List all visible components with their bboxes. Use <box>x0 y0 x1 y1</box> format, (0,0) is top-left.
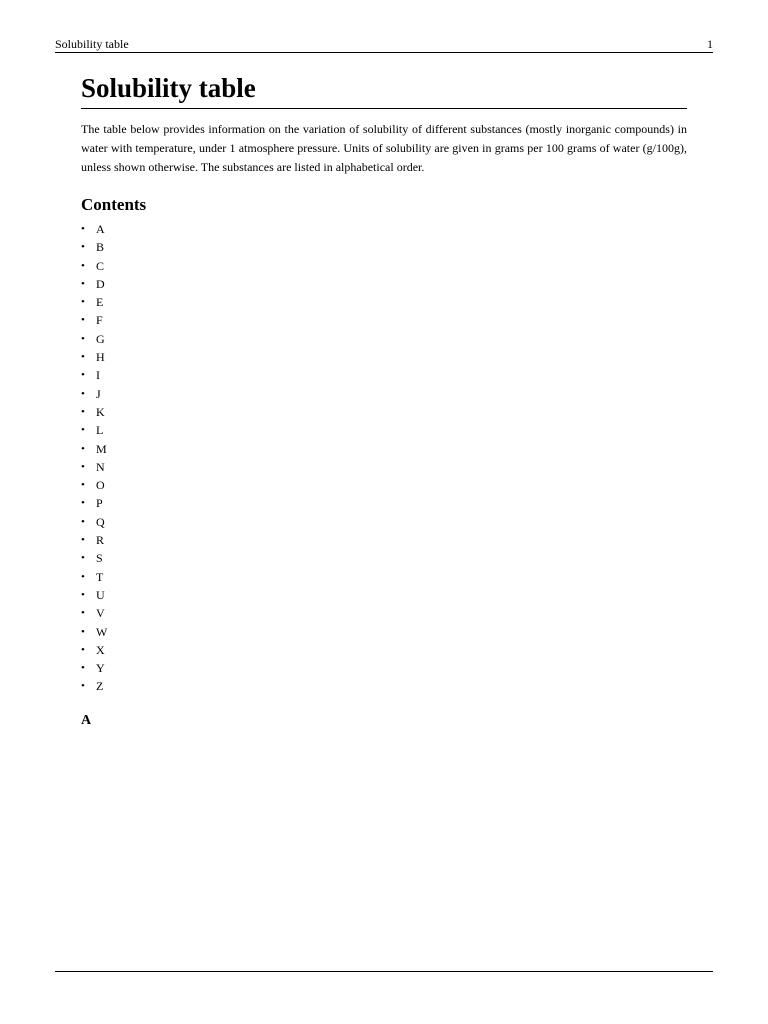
bullet-icon: • <box>81 351 85 364</box>
toc-item-label[interactable]: K <box>96 404 105 419</box>
toc-item-c[interactable] <box>81 257 687 275</box>
toc-item-x[interactable] <box>81 641 687 659</box>
bullet-icon: • <box>81 405 85 418</box>
bullet-icon: • <box>81 662 85 675</box>
toc-item-label[interactable]: C <box>96 258 105 273</box>
toc-item-v[interactable] <box>81 604 687 622</box>
toc-item-label[interactable]: H <box>96 350 105 365</box>
toc-item-label[interactable]: U <box>96 587 105 602</box>
bullet-icon: • <box>81 424 85 437</box>
toc-item-z[interactable] <box>81 677 687 695</box>
toc-item-n[interactable] <box>81 458 687 476</box>
toc-item-label[interactable]: O <box>96 478 105 493</box>
bullet-icon: • <box>81 607 85 620</box>
toc-item-label[interactable]: V <box>96 606 105 621</box>
toc-item-h[interactable] <box>81 348 687 366</box>
bullet-icon: • <box>81 259 85 272</box>
bullet-icon: • <box>81 497 85 510</box>
page-title: Solubility table <box>81 72 687 109</box>
toc-item-s[interactable] <box>81 549 687 567</box>
toc-item-label[interactable]: Z <box>96 679 104 694</box>
toc-item-label[interactable]: G <box>96 331 105 346</box>
toc-item-o[interactable] <box>81 476 687 494</box>
toc-item-label[interactable]: S <box>96 551 103 566</box>
toc-item-r[interactable] <box>81 531 687 549</box>
toc-item-q[interactable] <box>81 513 687 531</box>
bullet-icon: • <box>81 442 85 455</box>
toc-item-label[interactable]: W <box>96 624 108 639</box>
bullet-icon: • <box>81 643 85 656</box>
toc-item-m[interactable] <box>81 440 687 458</box>
bullet-icon: • <box>81 332 85 345</box>
toc-item-label[interactable]: Q <box>96 514 105 529</box>
bullet-icon: • <box>81 369 85 382</box>
toc-item-t[interactable] <box>81 568 687 586</box>
bullet-icon: • <box>81 277 85 290</box>
footer-rule <box>55 971 713 972</box>
toc-item-p[interactable] <box>81 494 687 512</box>
page-number: 1 <box>707 37 713 51</box>
toc-item-label[interactable]: M <box>96 441 107 456</box>
toc-item-label[interactable]: D <box>96 276 105 291</box>
toc-item-label[interactable]: A <box>96 222 105 236</box>
bullet-icon: • <box>81 534 85 547</box>
toc-item-label[interactable]: R <box>96 533 105 548</box>
contents-heading: Contents <box>81 195 147 214</box>
bullet-icon: • <box>81 479 85 492</box>
toc-item-label[interactable]: E <box>96 295 104 310</box>
toc-item-b[interactable] <box>81 238 687 256</box>
toc-item-u[interactable] <box>81 586 687 604</box>
article-body <box>81 72 687 730</box>
toc-item-y[interactable] <box>81 659 687 677</box>
bullet-icon: • <box>81 296 85 309</box>
section-heading-a: A <box>81 712 92 728</box>
toc-item-label[interactable]: F <box>96 313 103 328</box>
bullet-icon: • <box>81 387 85 400</box>
bullet-icon: • <box>81 680 85 693</box>
toc-item-label[interactable]: T <box>96 569 104 584</box>
toc-item-k[interactable] <box>81 403 687 421</box>
toc-item-label[interactable]: Y <box>96 661 105 676</box>
bullet-icon: • <box>81 570 85 583</box>
bullet-icon: • <box>81 223 85 235</box>
bullet-icon: • <box>81 588 85 601</box>
toc-item-label[interactable]: I <box>96 368 100 383</box>
toc-item-l[interactable] <box>81 421 687 439</box>
toc-item-label[interactable]: X <box>96 642 105 657</box>
bullet-icon: • <box>81 241 85 254</box>
toc-item-label[interactable]: J <box>96 386 101 401</box>
toc-item-label[interactable]: N <box>96 459 105 474</box>
running-header-title: Solubility table <box>55 37 129 51</box>
toc-item-f[interactable] <box>81 311 687 329</box>
toc-item-j[interactable] <box>81 385 687 403</box>
bullet-icon: • <box>81 515 85 528</box>
bullet-icon: • <box>81 460 85 473</box>
running-header <box>55 36 713 53</box>
toc-item-e[interactable] <box>81 293 687 311</box>
toc-item-g[interactable] <box>81 330 687 348</box>
toc-item-d[interactable] <box>81 275 687 293</box>
bullet-icon: • <box>81 314 85 327</box>
toc-item-a[interactable] <box>81 220 687 238</box>
bullet-icon: • <box>81 625 85 638</box>
toc-item-i[interactable] <box>81 366 687 384</box>
toc-item-label[interactable]: L <box>96 423 104 438</box>
toc-item-label[interactable]: B <box>96 240 105 255</box>
toc-item-w[interactable] <box>81 623 687 641</box>
toc-item-label[interactable]: P <box>96 496 103 511</box>
table-of-contents <box>81 220 687 696</box>
intro-paragraph: The table below provides information on the variation of solubility of different substances (mostly inorganic compounds) in water with temperature, under 1 atmosphere pressure. Units of solubility are given in grams per 100 grams of water (g/100g), unless shown otherwise. The substances are listed in alphabetical order. <box>81 122 687 174</box>
bullet-icon: • <box>81 552 85 565</box>
